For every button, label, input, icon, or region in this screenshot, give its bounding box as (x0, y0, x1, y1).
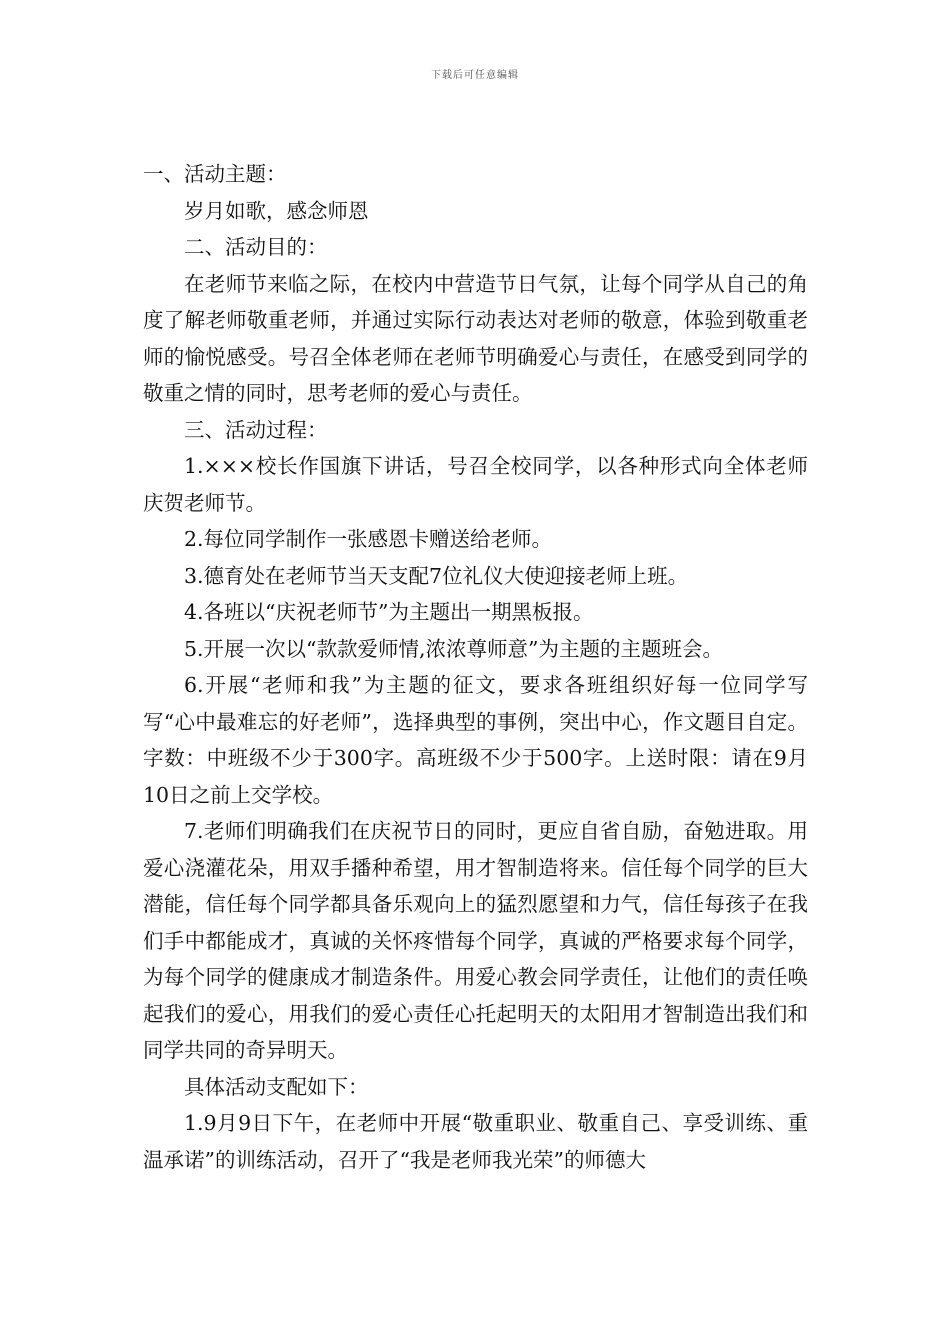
heading-specific-arrangement: 具体活动支配如下： (184, 1074, 369, 1099)
purpose-paragraph: 在老师节来临之际，在校内中营造节日气氛，让每个同学从自己的角度了解老师敬重老师，并通过实际行动表达对老师的敬意，体验到敬重老师的愉悦感受。号召全体老师在老师节明确爱心与责任，在感受到同学的敬重之情的同时，思考老师的爱心与责任。 (143, 271, 808, 405)
process-item-3: 3.德育处在老师节当天支配7位礼仪大使迎接老师上班。 (184, 563, 689, 588)
arrangement-item-1: 1.9月9日下午，在老师中开展“敬重职业、敬重自己、享受训练、重温承诺”的训练活动，召开了“我是老师我光荣”的师德大 (143, 1111, 808, 1172)
process-item-6: 6.开展“老师和我”为主题的征文，要求各班组织好每一位同学写写“心中最难忘的好老师”，选择典型的事例，突出中心，作文题目自定。字数：中班级不少于300字。高班级不少于500字。上送时限：请在9月10日之前上交学校。 (143, 673, 808, 807)
process-item-4: 4.各班以“庆祝老师节”为主题出一期黑板报。 (184, 600, 594, 624)
process-item-5: 5.开展一次以“款款爱师情,浓浓尊师意”为主题的主题班会。 (184, 636, 724, 661)
document-body (143, 156, 808, 1178)
heading-activity-process: 三、活动过程： (184, 417, 328, 442)
process-item-7: 7.老师们明确我们在庆祝节日的同时，更应自省自励，奋勉进取。用爱心浇灌花朵，用双手播种希望，用才智制造将来。信任每个同学的巨大潜能，信任每个同学都具备乐观向上的猛烈愿望和力气，信任每孩子在我们手中都能成才，真诚的关怀疼惜每个同学，真诚的严格要求每个同学，为每个同学的健康成才制造条件。用爱心教会同学责任，让他们的责任唤起我们的爱心，用我们的爱心责任心托起明天的太阳用才智制造出我们和同学共同的奇异明天。 (143, 819, 808, 1062)
theme-text: 岁月如歌，感念师恩 (184, 198, 369, 223)
process-item-1: 1.×××校长作国旗下讲话，号召全校同学，以各种形式向全体老师庆贺老师节。 (143, 454, 808, 515)
process-item-2: 2.每位同学制作一张感恩卡赠送给老师。 (184, 527, 553, 551)
heading-activity-theme: 一、活动主题： (143, 162, 287, 186)
page-header-note: 下载后可任意编辑 (431, 70, 519, 81)
heading-activity-purpose: 二、活动目的： (184, 235, 328, 259)
